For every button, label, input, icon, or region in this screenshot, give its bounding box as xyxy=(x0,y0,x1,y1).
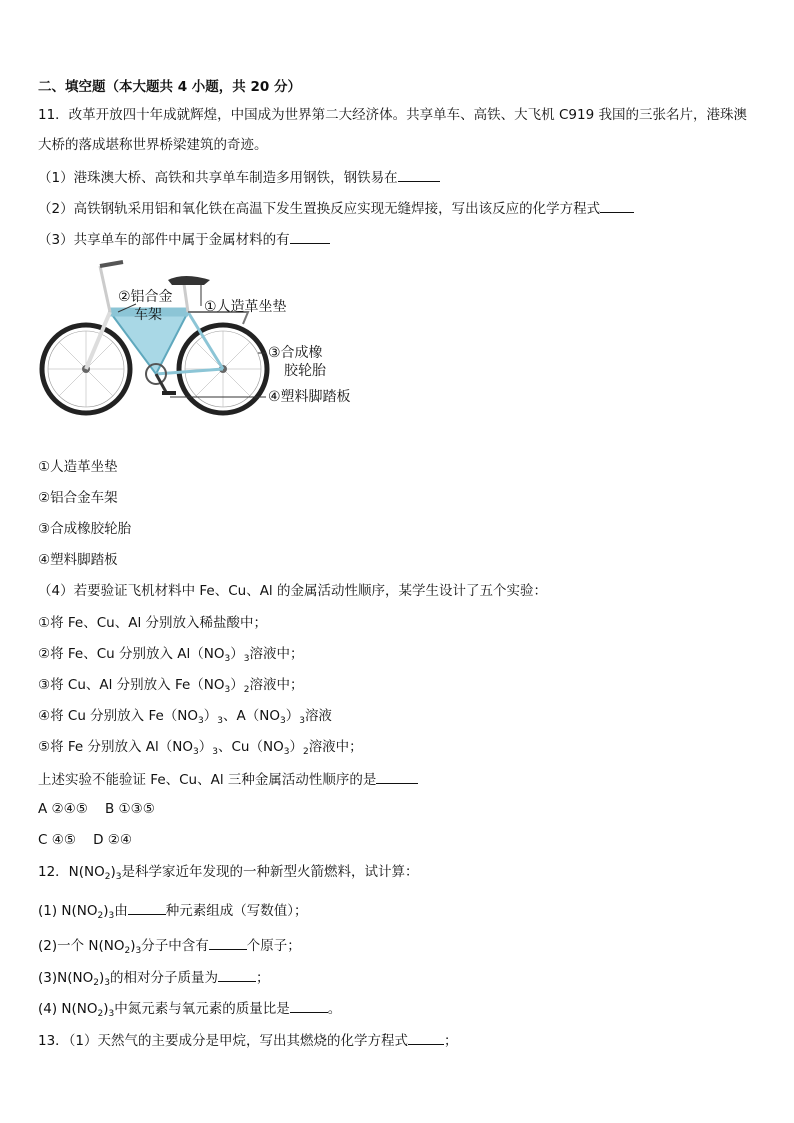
choices-cd: C ④⑤ D ②④ xyxy=(38,832,132,848)
label-frame-line1: ②铝合金 xyxy=(118,289,173,305)
experiment-5: ⑤将 Fe 分别放入 $Al(NO_3)_3$、$Cu(NO_3)_2$溶液中； xyxy=(38,739,363,757)
q12-intro: 12．$N(NO_2)_3$是科学家近年发现的一种新型火箭燃料，试计算： xyxy=(38,864,419,882)
q11-conclusion: 上述实验不能验证 Fe、Cu、Al 三种金属活动性顺序的是 xyxy=(38,769,418,789)
experiment-2: ②将 Fe、Cu 分别放入 $Al(NO_3)_3$溶液中； xyxy=(38,646,304,664)
q13-part1: 13．（1）天然气的主要成分是甲烷，写出其燃烧的化学方程式 ； xyxy=(38,1030,458,1050)
label-tire-line1: ③合成橡 xyxy=(268,345,323,361)
q12-part4: (4) $N(NO_2)_3$中氮元素与氧元素的质量比是 。 xyxy=(38,998,341,1018)
answer-blank xyxy=(398,167,440,182)
answer-blank xyxy=(209,935,247,950)
option-1: ①人造革坐垫 xyxy=(38,459,118,475)
answer-blank xyxy=(600,198,634,213)
label-seat: ①人造革坐垫 xyxy=(204,299,287,315)
experiment-4: ④将 Cu 分别放入 $Fe(NO_3)_3$、$A(NO_3)_3$溶液 xyxy=(38,708,332,726)
option-3: ③合成橡胶轮胎 xyxy=(38,521,132,537)
answer-blank xyxy=(408,1030,444,1045)
label-frame-line2: 车架 xyxy=(134,307,162,323)
bicycle-figure xyxy=(38,254,368,419)
answer-blank xyxy=(290,998,328,1013)
experiment-1: ①将 Fe、Cu、Al 分别放入稀盐酸中； xyxy=(38,615,267,631)
q11-intro-line2: 大桥的落成堪称世界桥梁建筑的奇迹。 xyxy=(38,137,268,153)
q11-sub4: （4）若要验证飞机材料中 Fe、Cu、Al 的金属活动性顺序，某学生设计了五个实验： xyxy=(38,583,547,599)
q12-part2: (2)一个 $N(NO_2)_3$分子中含有 个原子； xyxy=(38,935,301,955)
section-heading: 二、填空题（本大题共 4 小题，共 20 分） xyxy=(38,79,301,95)
option-4: ④塑料脚踏板 xyxy=(38,552,118,568)
answer-blank xyxy=(376,769,418,784)
q12-part1: (1) $N(NO_2)_3$由 种元素组成（写数值）； xyxy=(38,900,308,920)
answer-blank xyxy=(218,967,256,982)
q11-sub1: （1）港珠澳大桥、高铁和共享单车制造多用钢铁，钢铁易在 xyxy=(38,167,440,187)
q11-sub3: （3）共享单车的部件中属于金属材料的有 xyxy=(38,229,330,249)
experiment-3: ③将 Cu、Al 分别放入 $Fe(NO_3)_2$溶液中； xyxy=(38,677,304,695)
choices-ab: A ②④⑤ B ①③⑤ xyxy=(38,801,155,817)
option-2: ②铝合金车架 xyxy=(38,490,118,506)
answer-blank xyxy=(128,900,166,915)
answer-blank xyxy=(290,229,330,244)
label-tire-line2: 胶轮胎 xyxy=(284,363,326,379)
label-pedal: ④塑料脚踏板 xyxy=(268,389,351,405)
q12-part3: $(3)N(NO_2)_3$的相对分子质量为 ； xyxy=(38,967,269,987)
q11-intro-line1: 11．改革开放四十年成就辉煌，中国成为世界第二大经济体。共享单车、高铁、大飞机 C919 我国的三张名片，港珠澳 xyxy=(38,107,747,123)
q11-sub2: （2）高铁钢轨采用铝和氧化铁在高温下发生置换反应实现无缝焊接，写出该反应的化学方程式 xyxy=(38,198,634,218)
